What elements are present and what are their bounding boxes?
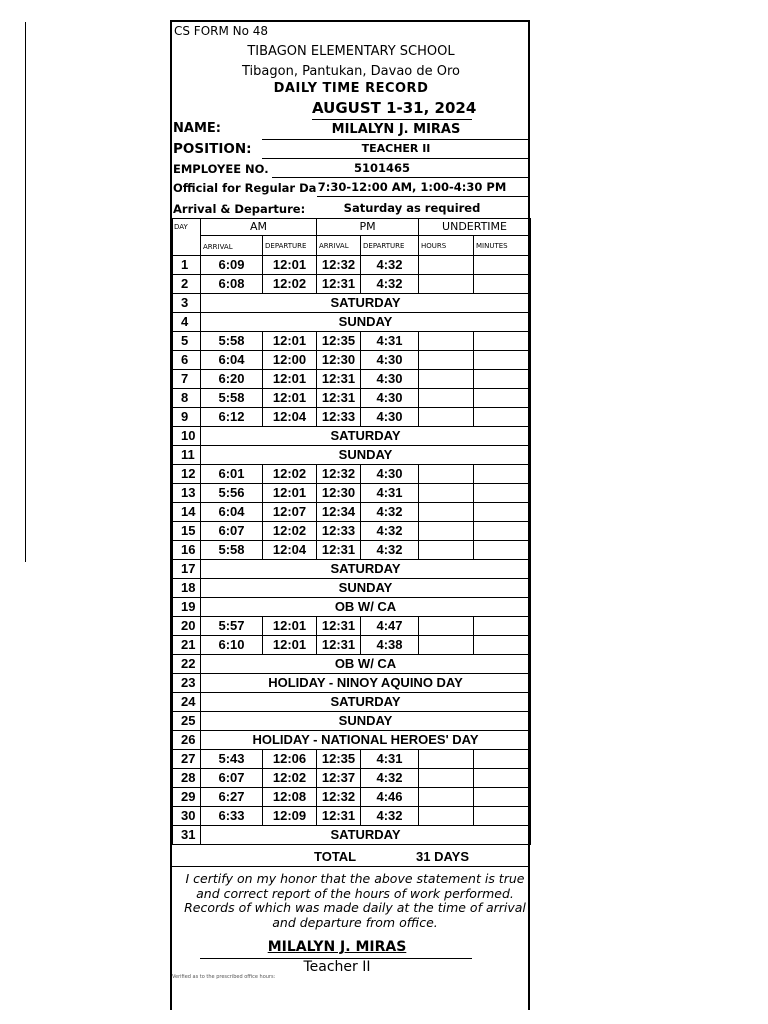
pm-departure-time: 4:38 (361, 636, 419, 655)
am-arrival-time: 6:04 (201, 503, 263, 522)
table-row (173, 579, 531, 598)
am-arrival-time: 6:08 (201, 275, 263, 294)
am-departure-time: 12:02 (263, 465, 317, 484)
undertime-minutes (474, 750, 531, 769)
am-arrival-time: 5:43 (201, 750, 263, 769)
day-number: 4 (173, 313, 201, 332)
pm-arrival-time: 12:33 (317, 408, 361, 427)
undertime-hours (419, 769, 474, 788)
table-row (173, 275, 531, 294)
am-arrival-time: 6:20 (201, 370, 263, 389)
pm-arrival-time: 12:33 (317, 522, 361, 541)
employee-no-value: 5101465 (353, 161, 410, 175)
pm-departure-time: 4:31 (361, 750, 419, 769)
am-arrival-time: 6:07 (201, 769, 263, 788)
pm-departure-time: 4:32 (361, 769, 419, 788)
am-departure-header: DEPARTURE (263, 236, 317, 256)
day-remark: SUNDAY (201, 446, 531, 465)
am-arrival-time: 5:58 (201, 541, 263, 560)
dtr-form (170, 20, 530, 1010)
day-number: 20 (173, 617, 201, 636)
pm-arrival-time: 12:32 (317, 256, 361, 275)
day-number: 24 (173, 693, 201, 712)
day-number: 9 (173, 408, 201, 427)
am-departure-time: 12:02 (263, 769, 317, 788)
school-name: TIBAGON ELEMENTARY SCHOOL (247, 44, 455, 59)
undertime-hours (419, 503, 474, 522)
pm-arrival-time: 12:31 (317, 541, 361, 560)
pm-arrival-time: 12:32 (317, 788, 361, 807)
pm-departure-time: 4:31 (361, 332, 419, 351)
am-arrival-time: 6:27 (201, 788, 263, 807)
table-row (173, 484, 531, 503)
table-row (173, 427, 531, 446)
day-number: 22 (173, 655, 201, 674)
verification-note: Verified as to the prescribed office hours: (172, 974, 276, 980)
table-row (173, 807, 531, 826)
undertime-hours (419, 617, 474, 636)
am-departure-time: 12:01 (263, 636, 317, 655)
undertime-hours (419, 408, 474, 427)
day-column-header: DAY (173, 219, 201, 256)
signatory-name: MILALYN J. MIRAS (267, 939, 407, 955)
day-number: 10 (173, 427, 201, 446)
undertime-minutes (474, 465, 531, 484)
table-row (173, 674, 531, 693)
undertime-minutes (474, 769, 531, 788)
undertime-hours (419, 370, 474, 389)
am-departure-time: 12:08 (263, 788, 317, 807)
total-value: 31 DAYS (416, 849, 469, 864)
am-departure-time: 12:01 (263, 389, 317, 408)
table-row (173, 294, 531, 313)
undertime-minutes (474, 332, 531, 351)
pm-arrival-time: 12:31 (317, 275, 361, 294)
day-number: 2 (173, 275, 201, 294)
day-remark: SATURDAY (201, 294, 531, 313)
position-label: POSITION: (173, 141, 252, 157)
undertime-minutes (474, 617, 531, 636)
am-departure-time: 12:01 (263, 256, 317, 275)
day-remark: SATURDAY (201, 560, 531, 579)
am-arrival-time: 6:07 (201, 522, 263, 541)
school-address: Tibagon, Pantukan, Davao de Oro (242, 64, 460, 79)
am-departure-time: 12:09 (263, 807, 317, 826)
table-row (173, 693, 531, 712)
am-arrival-time: 5:57 (201, 617, 263, 636)
undertime-minutes (474, 503, 531, 522)
undertime-hours (419, 807, 474, 826)
undertime-hours (419, 788, 474, 807)
pm-departure-time: 4:47 (361, 617, 419, 636)
position-underline (262, 158, 530, 159)
day-number: 5 (173, 332, 201, 351)
table-row (173, 750, 531, 769)
left-margin-line (25, 22, 26, 562)
table-row (173, 655, 531, 674)
am-arrival-time: 6:10 (201, 636, 263, 655)
pm-departure-time: 4:30 (361, 465, 419, 484)
undertime-hours (419, 332, 474, 351)
pm-departure-time: 4:32 (361, 275, 419, 294)
table-row (173, 370, 531, 389)
am-arrival-time: 5:58 (201, 332, 263, 351)
pm-departure-time: 4:46 (361, 788, 419, 807)
employee-no-underline (272, 177, 530, 178)
day-number: 26 (173, 731, 201, 750)
am-arrival-time: 5:58 (201, 389, 263, 408)
undertime-hours (419, 750, 474, 769)
form-top-border (172, 20, 528, 22)
pm-arrival-time: 12:32 (317, 465, 361, 484)
pm-departure-time: 4:32 (361, 522, 419, 541)
day-remark: OB W/ CA (201, 598, 531, 617)
day-remark: HOLIDAY - NINOY AQUINO DAY (201, 674, 531, 693)
arrival-departure-value: Saturday as required (343, 201, 481, 215)
am-departure-time: 12:00 (263, 351, 317, 370)
am-departure-time: 12:01 (263, 617, 317, 636)
table-row (173, 522, 531, 541)
table-row (173, 256, 531, 275)
day-number: 18 (173, 579, 201, 598)
table-row (173, 712, 531, 731)
table-row (173, 408, 531, 427)
day-remark: SUNDAY (201, 712, 531, 731)
day-remark: SATURDAY (201, 427, 531, 446)
am-arrival-time: 6:09 (201, 256, 263, 275)
pm-arrival-time: 12:31 (317, 370, 361, 389)
table-row (173, 769, 531, 788)
day-number: 11 (173, 446, 201, 465)
am-arrival-time: 6:12 (201, 408, 263, 427)
total-row (172, 847, 530, 867)
official-hours-label: Official for Regular Da (173, 181, 317, 195)
day-remark: SATURDAY (201, 693, 531, 712)
table-row (173, 560, 531, 579)
undertime-minutes (474, 256, 531, 275)
attendance-rows (173, 256, 531, 845)
period-underline (312, 119, 472, 120)
pm-arrival-time: 12:30 (317, 484, 361, 503)
document-title: DAILY TIME RECORD (273, 81, 429, 96)
table-row (173, 617, 531, 636)
pm-departure-time: 4:32 (361, 807, 419, 826)
day-remark: HOLIDAY - NATIONAL HEROES' DAY (201, 731, 531, 750)
day-number: 16 (173, 541, 201, 560)
undertime-minutes (474, 370, 531, 389)
day-remark: SATURDAY (201, 826, 531, 845)
name-value: MILALYN J. MIRAS (331, 122, 461, 137)
undertime-header: UNDERTIME (419, 219, 531, 236)
employee-no-label: EMPLOYEE NO. (173, 162, 269, 176)
table-row (173, 731, 531, 750)
day-number: 15 (173, 522, 201, 541)
day-number: 1 (173, 256, 201, 275)
am-arrival-time: 6:33 (201, 807, 263, 826)
pm-departure-time: 4:30 (361, 408, 419, 427)
pm-arrival-time: 12:31 (317, 636, 361, 655)
am-departure-time: 12:02 (263, 522, 317, 541)
form-number: CS FORM No 48 (174, 24, 269, 38)
pm-arrival-time: 12:31 (317, 389, 361, 408)
pm-arrival-header: ARRIVAL (317, 236, 361, 256)
undertime-minutes (474, 351, 531, 370)
table-row (173, 541, 531, 560)
day-number: 13 (173, 484, 201, 503)
day-number: 8 (173, 389, 201, 408)
day-number: 23 (173, 674, 201, 693)
table-row (173, 598, 531, 617)
day-number: 14 (173, 503, 201, 522)
day-number: 21 (173, 636, 201, 655)
day-number: 27 (173, 750, 201, 769)
am-departure-time: 12:02 (263, 275, 317, 294)
day-number: 12 (173, 465, 201, 484)
position-value: TEACHER II (361, 142, 431, 155)
undertime-hours (419, 351, 474, 370)
pm-arrival-time: 12:35 (317, 750, 361, 769)
table-row (173, 332, 531, 351)
day-number: 17 (173, 560, 201, 579)
attendance-table (172, 218, 531, 845)
total-label: TOTAL (314, 849, 357, 864)
pm-departure-time: 4:32 (361, 541, 419, 560)
undertime-minutes (474, 788, 531, 807)
pm-arrival-time: 12:34 (317, 503, 361, 522)
pm-departure-time: 4:30 (361, 389, 419, 408)
day-number: 28 (173, 769, 201, 788)
pm-departure-time: 4:31 (361, 484, 419, 503)
am-header: AM (201, 219, 317, 236)
undertime-hours (419, 256, 474, 275)
pm-departure-time: 4:30 (361, 370, 419, 389)
am-departure-time: 12:06 (263, 750, 317, 769)
undertime-minutes (474, 484, 531, 503)
table-row (173, 313, 531, 332)
day-number: 25 (173, 712, 201, 731)
am-departure-time: 12:01 (263, 484, 317, 503)
undertime-hours (419, 275, 474, 294)
day-remark: SUNDAY (201, 313, 531, 332)
undertime-hours (419, 389, 474, 408)
day-number: 29 (173, 788, 201, 807)
undertime-minutes (474, 522, 531, 541)
table-row (173, 636, 531, 655)
day-number: 30 (173, 807, 201, 826)
undertime-minutes (474, 389, 531, 408)
undertime-minutes (474, 636, 531, 655)
table-row (173, 826, 531, 845)
name-underline (262, 139, 530, 140)
name-label: NAME: (173, 121, 221, 136)
certification-statement: I certify on my honor that the above statement is true and correct report of the hours of work performed. Records of which was made daily at the time of arrival and departure from office. (184, 871, 526, 930)
pm-arrival-time: 12:35 (317, 332, 361, 351)
undertime-hours (419, 636, 474, 655)
pm-header: PM (317, 219, 419, 236)
period: AUGUST 1-31, 2024 (312, 99, 477, 117)
table-row (173, 351, 531, 370)
day-remark: OB W/ CA (201, 655, 531, 674)
table-row (173, 503, 531, 522)
pm-arrival-time: 12:31 (317, 807, 361, 826)
hours-header: HOURS (419, 236, 474, 256)
official-hours-value: 7:30-12:00 AM, 1:00-4:30 PM (317, 180, 507, 194)
table-row (173, 788, 531, 807)
undertime-minutes (474, 408, 531, 427)
table-header-row (173, 219, 531, 236)
undertime-minutes (474, 275, 531, 294)
signatory-position: Teacher II (303, 959, 371, 975)
am-arrival-header: ARRIVAL (201, 236, 263, 256)
table-subheader-row (173, 236, 531, 256)
undertime-minutes (474, 807, 531, 826)
pm-departure-time: 4:30 (361, 351, 419, 370)
day-number: 31 (173, 826, 201, 845)
am-arrival-time: 6:04 (201, 351, 263, 370)
am-arrival-time: 5:56 (201, 484, 263, 503)
day-remark: SUNDAY (201, 579, 531, 598)
am-departure-time: 12:01 (263, 370, 317, 389)
arrival-departure-label: Arrival & Departure: (173, 202, 306, 216)
am-departure-time: 12:04 (263, 541, 317, 560)
am-arrival-time: 6:01 (201, 465, 263, 484)
pm-arrival-time: 12:30 (317, 351, 361, 370)
am-departure-time: 12:04 (263, 408, 317, 427)
undertime-hours (419, 522, 474, 541)
pm-arrival-time: 12:31 (317, 617, 361, 636)
pm-departure-time: 4:32 (361, 503, 419, 522)
table-row (173, 389, 531, 408)
table-row (173, 446, 531, 465)
undertime-minutes (474, 541, 531, 560)
day-number: 7 (173, 370, 201, 389)
undertime-hours (419, 484, 474, 503)
day-number: 3 (173, 294, 201, 313)
undertime-hours (419, 465, 474, 484)
pm-departure-header: DEPARTURE (361, 236, 419, 256)
undertime-hours (419, 541, 474, 560)
am-departure-time: 12:01 (263, 332, 317, 351)
official-hours-underline (317, 196, 530, 197)
day-number: 6 (173, 351, 201, 370)
day-number: 19 (173, 598, 201, 617)
table-row (173, 465, 531, 484)
pm-departure-time: 4:32 (361, 256, 419, 275)
pm-arrival-time: 12:37 (317, 769, 361, 788)
minutes-header: MINUTES (474, 236, 531, 256)
am-departure-time: 12:07 (263, 503, 317, 522)
